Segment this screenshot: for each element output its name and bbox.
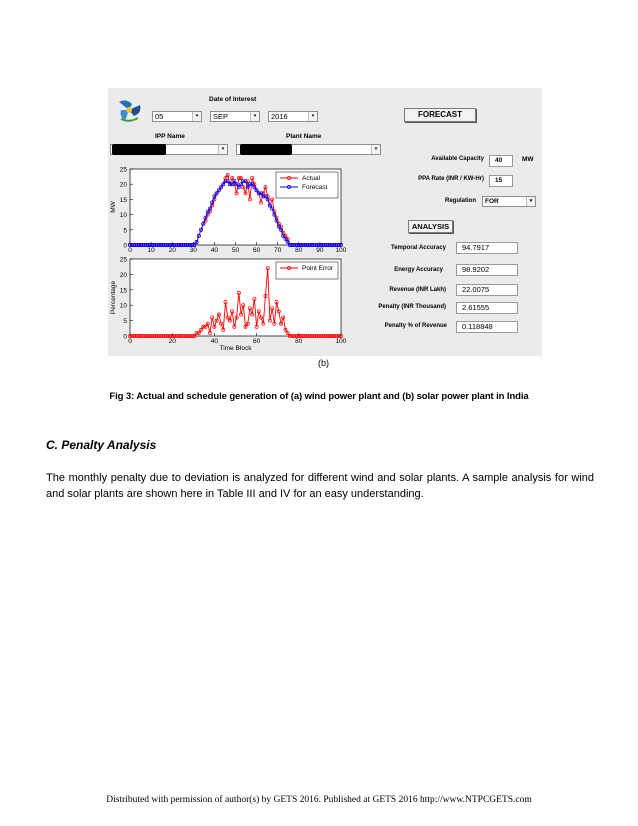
ppa-rate-label: PPA Rate (INR / KW-Hr)	[418, 176, 484, 182]
y-tick-label: 0	[123, 333, 127, 341]
dropdown-arrow-icon: ▾	[526, 197, 535, 206]
page-footer: Distributed with permission of author(s) by GETS 2016. Published at GETS 2016 http://www.NTPCGETS.com	[106, 795, 532, 805]
x-tick-label: 60	[252, 338, 261, 345]
legend-label: Actual	[302, 175, 321, 182]
gui-screenshot-figure	[108, 88, 542, 356]
penalty-percent-value: 0.118848	[456, 321, 518, 333]
year-dropdown[interactable]: 2016 ▾	[268, 111, 318, 122]
x-tick-label: 60	[252, 247, 261, 254]
ppa-rate-input[interactable]: 15	[489, 175, 513, 187]
y-tick-label: 25	[119, 256, 127, 264]
y-tick-label: 15	[119, 287, 127, 295]
subfigure-label: (b)	[318, 358, 329, 368]
x-tick-label: 0	[128, 247, 132, 254]
analysis-button[interactable]: ANALYSIS	[408, 220, 453, 233]
dropdown-arrow-icon: ▾	[308, 112, 317, 121]
y-tick-label: 5	[123, 227, 127, 235]
penalty-label: Penalty (INR Thousand)	[378, 304, 446, 310]
y-axis-label: Percentage	[110, 280, 117, 315]
month-dropdown[interactable]: SEP ▾	[210, 111, 260, 122]
energy-accuracy-label: Energy Accuracy	[394, 267, 443, 273]
x-tick-label: 0	[128, 338, 132, 345]
x-tick-label: 20	[168, 247, 176, 254]
date-of-interest-label: Date of Interest	[209, 96, 257, 103]
x-tick-label: 10	[147, 247, 155, 254]
x-tick-label: 90	[316, 247, 324, 254]
dropdown-arrow-icon: ▾	[218, 145, 227, 154]
plant-name-label: Plant Name	[286, 133, 322, 140]
penalty-percent-label: Penalty % of Revenue	[384, 323, 447, 329]
x-tick-label: 70	[274, 247, 282, 254]
day-dropdown[interactable]: 05 ▾	[152, 111, 202, 122]
dropdown-arrow-icon: ▾	[192, 112, 201, 121]
x-axis-label: Time Block	[219, 345, 252, 352]
x-tick-label: 20	[168, 338, 176, 345]
y-tick-label: 5	[123, 318, 127, 326]
x-tick-label: 40	[210, 338, 219, 345]
regulation-dropdown[interactable]: FOR ▾	[482, 196, 536, 207]
x-tick-label: 30	[189, 247, 197, 254]
temporal-accuracy-value: 94.7917	[456, 242, 518, 254]
y-tick-label: 0	[123, 242, 127, 250]
legend-label: Forecast	[302, 184, 328, 191]
available-capacity-label: Available Capacity	[431, 156, 484, 162]
available-capacity-unit: MW	[522, 156, 534, 163]
regulation-label: Regulation	[445, 198, 476, 204]
y-tick-label: 25	[119, 166, 127, 174]
dropdown-arrow-icon: ▾	[250, 112, 259, 121]
penalty-value: 2.61555	[456, 302, 518, 314]
forecast-button[interactable]: FORECAST	[404, 108, 476, 122]
dropdown-arrow-icon: ▾	[371, 145, 380, 154]
x-tick-label: 100	[335, 247, 347, 254]
y-axis-label: MW	[110, 201, 117, 213]
energy-accuracy-value: 98.9202	[456, 264, 518, 276]
legend-label: Point Error	[302, 265, 334, 272]
body-paragraph: The monthly penalty due to deviation is analyzed for different wind and solar plants. A sample analysis for wind and solar plants are shown here in Table III and IV for an easy understanding.	[46, 472, 594, 500]
x-tick-label: 50	[231, 247, 240, 254]
y-tick-label: 10	[119, 212, 127, 220]
x-tick-label: 100	[335, 338, 347, 345]
ipp-name-label: IPP Name	[155, 133, 185, 140]
y-tick-label: 20	[119, 181, 127, 189]
percentage-chart	[108, 88, 542, 356]
temporal-accuracy-label: Temporal Accuracy	[390, 245, 446, 251]
y-tick-label: 10	[119, 302, 127, 310]
section-heading: C. Penalty Analysis	[46, 438, 157, 452]
y-tick-label: 15	[119, 196, 127, 204]
x-tick-label: 80	[295, 247, 303, 254]
figure-caption: Fig 3: Actual and schedule generation of (a) wind power plant and (b) solar power plant in India	[109, 391, 529, 402]
available-capacity-input[interactable]: 40	[489, 155, 513, 167]
revenue-label: Revenue (INR Lakh)	[389, 287, 446, 293]
revenue-value: 22.0075	[456, 284, 518, 296]
x-tick-label: 40	[210, 247, 219, 254]
x-tick-label: 80	[295, 338, 303, 345]
y-tick-label: 20	[119, 271, 127, 279]
